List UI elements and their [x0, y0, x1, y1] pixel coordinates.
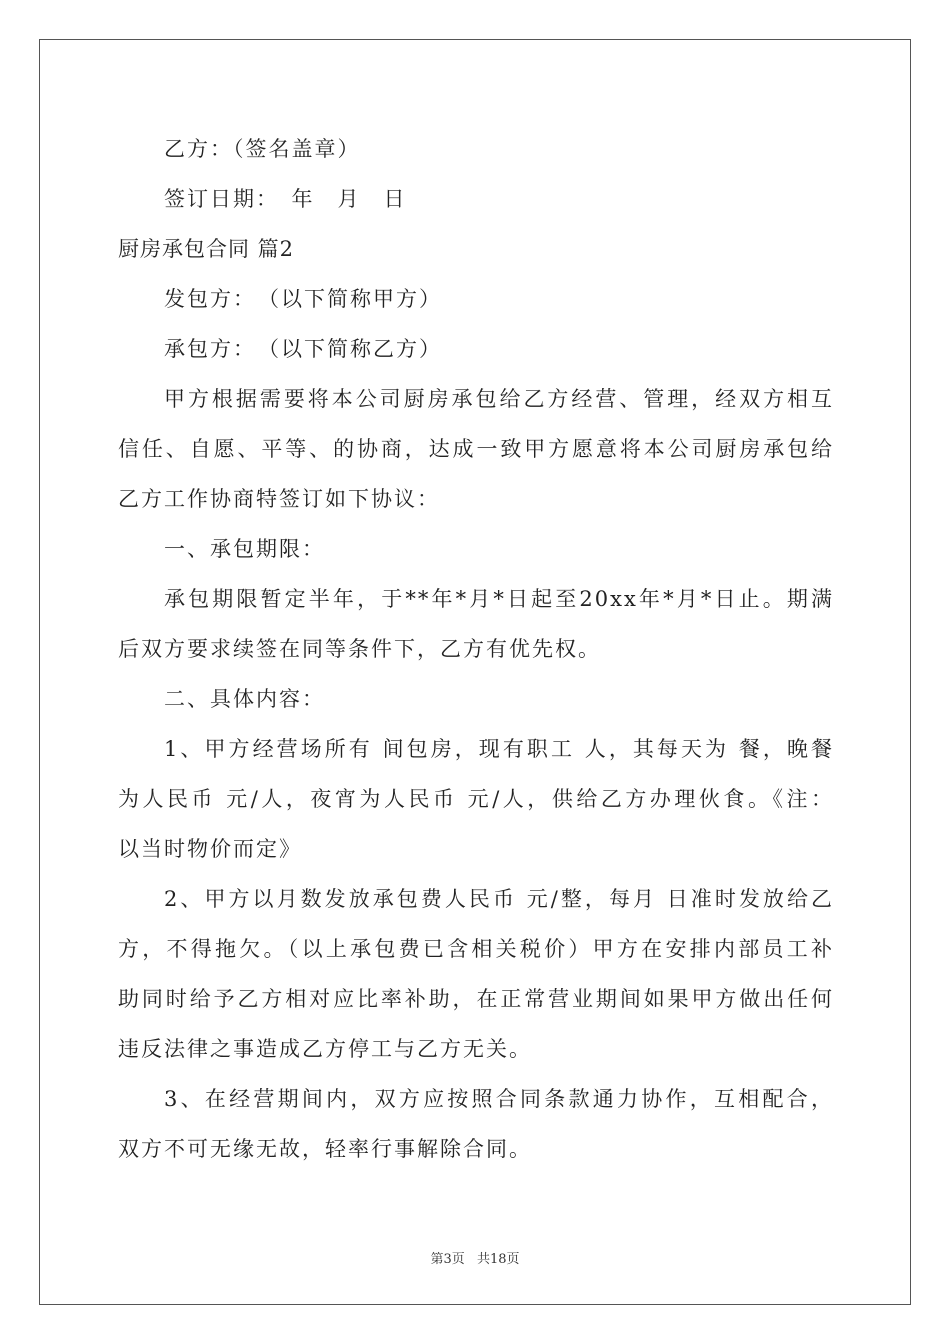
- paragraph-line: 信任、自愿、平等、的协商，达成一致甲方愿意将本公司厨房承包给: [118, 437, 834, 461]
- signing-date-line: 签订日期： 年 月 日: [164, 187, 407, 211]
- heading-term: 一、承包期限：: [164, 537, 325, 561]
- paragraph-line: 1、甲方经营场所有 间包房，现有职工 人，其每天为 餐，晚餐: [164, 737, 834, 761]
- paragraph-line: 违反法律之事造成乙方停工与乙方无关。: [118, 1037, 532, 1061]
- paragraph-line: 3、在经营期间内，双方应按照合同条款通力协作，互相配合，: [164, 1087, 834, 1111]
- page-footer: [0, 1248, 950, 1267]
- party-b-signature-line: 乙方：（签名盖章）: [164, 137, 361, 161]
- paragraph-line: 后双方要求续签在同等条件下，乙方有优先权。: [118, 637, 601, 661]
- paragraph-line: 双方不可无缘无故，轻率行事解除合同。: [118, 1137, 532, 1161]
- contractee-line: 承包方： （以下简称乙方）: [164, 337, 442, 361]
- paragraph-line: 承包期限暂定半年，于**年*月*日起至20xx年*月*日止。期满: [164, 587, 834, 611]
- section-title: 厨房承包合同 篇2: [118, 237, 295, 261]
- document-body: [118, 124, 834, 1174]
- paragraph-line: 以当时物价而定》: [118, 837, 302, 861]
- paragraph-line: 甲方根据需要将本公司厨房承包给乙方经营、管理，经双方相互: [164, 387, 834, 411]
- page-total: 共18页: [476, 1252, 520, 1267]
- paragraph-line: 助同时给予乙方相对应比率补助，在正常营业期间如果甲方做出任何: [118, 987, 834, 1011]
- paragraph-line: 2、甲方以月数发放承包费人民币 元/整，每月 日准时发放给乙: [164, 887, 834, 911]
- page-number: 第3页: [430, 1252, 465, 1267]
- contractor-line: 发包方： （以下简称甲方）: [164, 287, 442, 311]
- paragraph-line: 为人民币 元/人，夜宵为人民币 元/人，供给乙方办理伙食。《注：: [118, 787, 834, 811]
- paragraph-line: 方，不得拖欠。（以上承包费已含相关税价）甲方在安排内部员工补: [118, 937, 834, 961]
- paragraph-line: 乙方工作协商特签订如下协议：: [118, 487, 440, 511]
- heading-content: 二、具体内容：: [164, 687, 325, 711]
